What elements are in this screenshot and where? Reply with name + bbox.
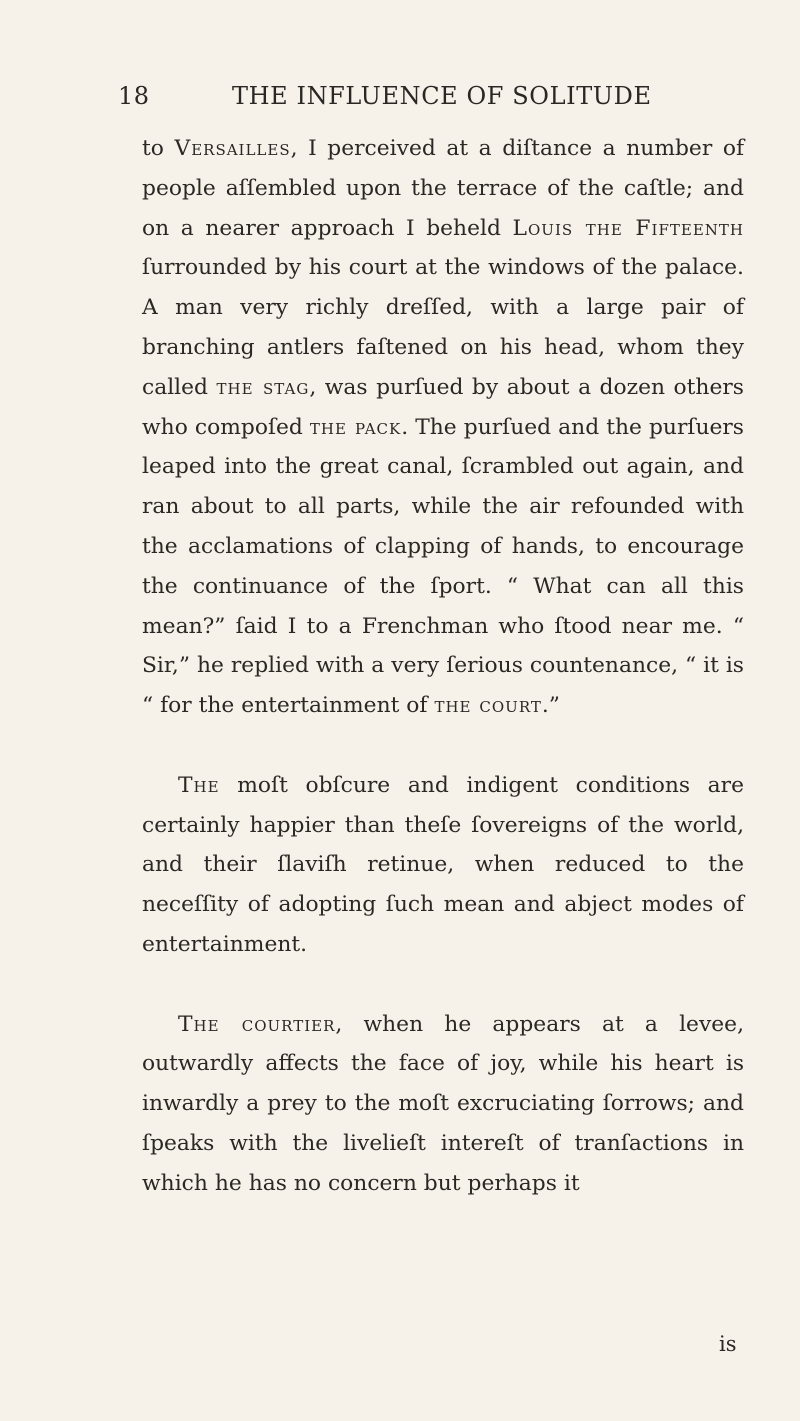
paragraph-3-text: , when he appears at a levee, outwardly affects the face of joy, while his heart is inwardly a prey to the moſt excruciating ſorrows; and ſpeaks with the livelieſt intereſt of tranſactions in which he has no concern but perhaps it — [142, 1011, 744, 1196]
paragraph-1-text-2: , I perceived at a diſtance a number of people aſſembled upon the terrace of the caſtle; and on a nearer approach I beheld — [142, 136, 745, 241]
paragraph-1-text-4: , was purſued by about a dozen others who compoſed — [142, 374, 744, 440]
paragraph-2-opening-word: The — [178, 772, 220, 798]
the-pack-term: the pack — [309, 414, 402, 440]
catchword: is — [719, 1332, 737, 1356]
paragraph-2-text: moſt obſcure and indigent conditions are certainly happier than theſe ſovereigns of the world, and their ſlaviſh retinue, when reduced to the neceſſity of adopting ſuch mean and abject modes of entertainment. — [142, 772, 744, 957]
paragraph-1-text-3: ſurrounded by his court at the windows of the palace. A man very richly dreſſed, with a large pair of branching antlers faſtened on his head, whom they called — [142, 255, 744, 400]
paragraph-1-text-6: .” — [541, 693, 560, 719]
body-text — [142, 129, 744, 1204]
the-stag-term: the stag — [216, 374, 310, 400]
running-head: THE INFLUENCE OF SOLITUDE — [232, 82, 652, 110]
paragraph-3 — [142, 1005, 744, 1204]
the-courtier-term: The courtier — [178, 1011, 336, 1037]
paragraph-1-text-1: to — [142, 136, 175, 161]
paragraph-2 — [142, 766, 744, 965]
place-name-versailles: Versailles — [174, 136, 291, 161]
paragraph-1-text-5: . The purſued and the purſuers leaped into the great canal, ſcrambled out again, and ran about to all parts, while the air refounded with the acclamations of clapping of hands, to encourage the continuance of the ſport. “ What can all this mean?” ſaid I to a Frenchman who ſtood near me. “ Sir,” he replied with a very ſerious countenance, “ it is “ for the entertainment of — [142, 414, 744, 719]
paragraph-1 — [142, 129, 744, 726]
page-number: 18 — [118, 82, 150, 110]
page-header — [0, 76, 800, 116]
king-name: Louis the Fifteenth — [512, 215, 744, 241]
the-court-term: the court — [434, 693, 542, 719]
